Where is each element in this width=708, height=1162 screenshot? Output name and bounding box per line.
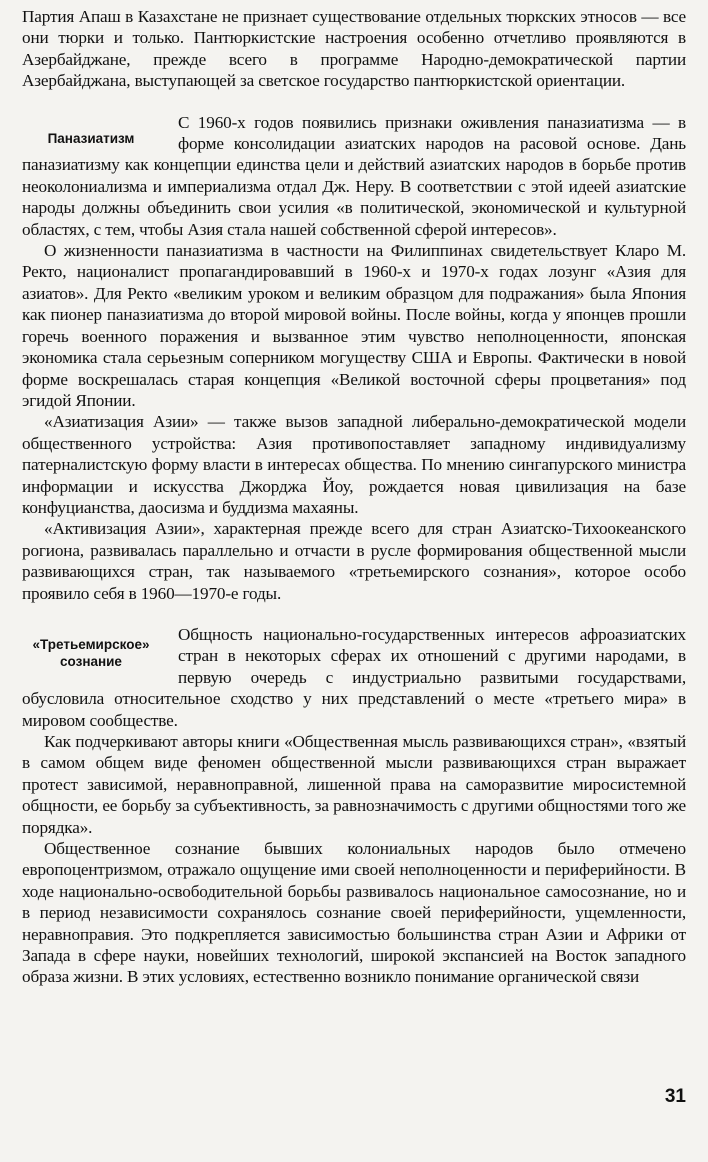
section-heading-third-world: «Третьемирское» сознание <box>32 636 150 669</box>
section-panasiatism <box>22 112 686 604</box>
body-paragraph: «Активизация Азии», характерная прежде всего для стран Азиатско-Тихоокеанского рогиона, развивалась параллельно и отчасти в русле формирования общественной мысли развивающихся стран, так называемого «третьемирского сознания», которое особо проявило себя в 1960—1970-е годы. <box>22 519 686 603</box>
body-paragraph: Общность национально-государственных интересов афроазиатских стран в некоторых сферах их отношений с другими народами, в первую очередь с индустриально развитыми государствами, обусловила относительное сходство у них представлений о месте «третьего мира» в мировом сообществе. <box>22 624 686 730</box>
page-number: 31 <box>664 1086 686 1107</box>
body-paragraph: С 1960-х годов появились признаки оживления паназиатизма — в форме консолидации азиатских народов на расовой основе. Дань паназиатизму как концепции единства цели и действий азиатских народов в борьбе против неоколониализма и империализма отдал Дж. Неру. В соответствии с этой идеей азиатские народы должны объединить свои усилия «в политической, экономической и культурной областях, с тем, чтобы Азия стала нашей собственной сферой интересов». <box>22 112 686 239</box>
body-paragraph: «Азиатизация Азии» — также вызов западной либерально-демократической модели общественного устройства: Азия противопоставляет западному индивидуализму патерналистскую форму власти в интересах общества. По мнению сингапурского министра информации и искусства Джорджа Йоу, рождается новая цивилизация на базе конфуцианства, даосизма и буддизма махаяны. <box>22 412 686 517</box>
section-heading-panasiatism: Паназиатизм <box>47 130 135 146</box>
body-paragraph: Как подчеркивают авторы книги «Общественная мысль развивающихся стран», «взятый в самом общем виде феномен общественной мысли развивающихся стран выражает протест зависимой, неравноправной, лишенной права на саморазвитие миросистемной общности, ее борьбу за субъективность, за равнозначимость с другими общностями того же порядка». <box>22 732 686 837</box>
body-paragraph: Общественное сознание бывших колониальных народов было отмечено европоцентризмом, отражало ощущение ими своей неполноценности и периферийности. В ходе национально-освободительной борьбы развивалось национальное самосознание, но и в период независимости сохранялось сознание своей периферийности, ущемленности, неравноправия. Это подкрепляется зависимостью большинства стран Азии и Африки от Запада в сфере науки, новейших технологий, широкой экспансией на Восток западного образа жизни. В этих условиях, естественно возникло понимание органической связи <box>22 839 686 987</box>
section-third-world-consciousness <box>22 624 686 988</box>
intro-paragraph: Партия Апаш в Казахстане не признает существование отдельных тюркских этносов — все они тюрки и только. Пантюркистские настроения особенно отчетливо проявляются в Азербайджане, прежде всего в программе Народно-демократической партии Азербайджана, выступающей за светское государство пантюркистской ориентации. <box>22 7 686 91</box>
body-paragraph: О жизненности паназиатизма в частности на Филиппинах свидетельствует Кларо М. Ректо, националист пропагандировавший в 1960-х и 1970-х годах лозунг «Азия для азиатов». Для Ректо «великим уроком и великим образцом для подражания» была Япония как пионер паназиатизма до второй мировой войны. После войны, когда у японцев прошли горечь военного поражения и вызванное этим чувство неполноценности, японская экономика стала серьезным соперником могуществу США и Европы. Фактически в новой форме воскрешалась старая концепция «Великой восточной сферы процветания» под эгидой Японии. <box>22 241 686 410</box>
